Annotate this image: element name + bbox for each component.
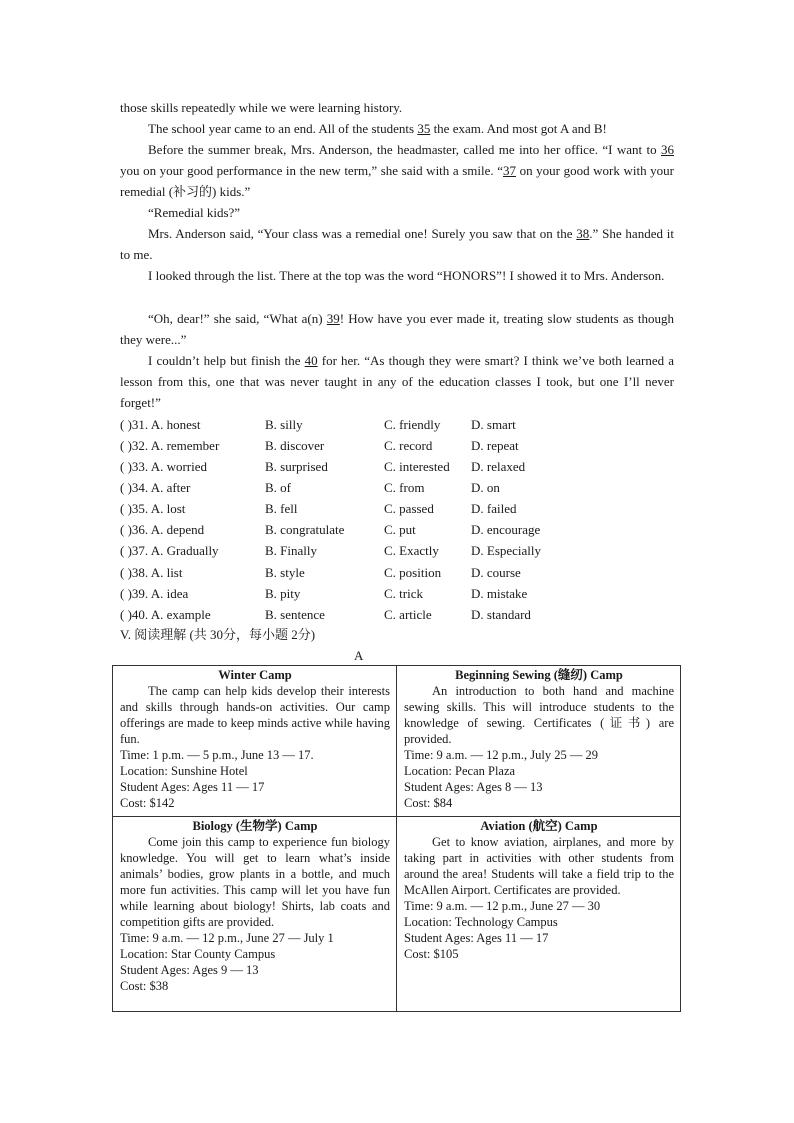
blank-40: 40: [304, 353, 318, 368]
camp-cost: Cost: $142: [120, 796, 175, 810]
camp-cost: Cost: $105: [404, 947, 459, 961]
passage-paragraph: The school year came to an end. All of the students 35 the exam. And most got A and B!: [148, 121, 607, 136]
table-row: [113, 817, 681, 1012]
camp-time: Time: 9 a.m. — 12 p.m., June 27 — 30: [404, 899, 601, 913]
camp-location: Location: Star County Campus: [120, 947, 276, 961]
camp-cell-winter: [113, 666, 397, 817]
camp-time: Time: 9 a.m. — 12 p.m., June 27 — July 1: [120, 931, 334, 945]
camp-description: Get to know aviation, airplanes, and more by taking part in activities with other students from around the area! Students will take a field trip to the McAllen Airport. Certificates are provided.: [404, 835, 674, 897]
camp-description: The camp can help kids develop their interests and skills through hands-on activities. Our camp offerings are made to keep minds active while having fun.: [120, 684, 390, 746]
camp-time: Time: 9 a.m. — 12 p.m., July 25 — 29: [404, 748, 598, 762]
camps-table: [112, 665, 681, 1012]
blank-39: 39: [326, 311, 340, 326]
camp-title: Biology (生物学) Camp: [192, 819, 318, 833]
camp-description: An introduction to both hand and machine sewing skills. This will introduce students to the knowledge of sewing. Certificates (证书) are provided.: [404, 684, 674, 746]
passage-paragraph: “Remedial kids?”: [148, 205, 241, 220]
passage-paragraph: those skills repeatedly while we were learning history.: [120, 100, 403, 115]
blank-38: 38: [576, 226, 590, 241]
camp-cost: Cost: $84: [404, 796, 453, 810]
camp-ages: Student Ages: Ages 9 — 13: [120, 963, 259, 977]
passage-paragraph: Mrs. Anderson said, “Your class was a remedial one! Surely you saw that on the 38.” She handed it to me.: [120, 226, 674, 262]
passage-paragraph: Before the summer break, Mrs. Anderson, the headmaster, called me into her office. “I want to 36 you on your good performance in the new term,” she said with a smile. “37 on your good work with your remedial (补习的) kids.”: [120, 142, 674, 199]
passage-paragraph: I looked through the list. There at the top was the word “HONORS”! I showed it to Mrs. Anderson.: [148, 268, 665, 283]
camp-ages: Student Ages: Ages 11 — 17: [404, 931, 549, 945]
camp-ages: Student Ages: Ages 11 — 17: [120, 780, 265, 794]
camp-ages: Student Ages: Ages 8 — 13: [404, 780, 543, 794]
camp-title: Beginning Sewing (缝纫) Camp: [455, 668, 623, 682]
camp-title: Winter Camp: [218, 668, 292, 682]
camp-cell-aviation: [397, 817, 681, 1012]
camp-location: Location: Technology Campus: [404, 915, 558, 929]
blank-37: 37: [503, 163, 516, 178]
camp-cost: Cost: $38: [120, 979, 169, 993]
camp-location: Location: Sunshine Hotel: [120, 764, 248, 778]
passage-paragraph: “Oh, dear!” she said, “What a(n) 39! How have you ever made it, treating slow students as though they were...”: [120, 311, 674, 347]
camp-cell-biology: [113, 817, 397, 1012]
camp-description: Come join this camp to experience fun biology knowledge. You will get to learn what’s inside animals’ bodies, grow plants in a bottle, and much more fun activities. This camp will let you have fun while learning about biology! Shirts, lab coats and competition gifts are provided.: [120, 835, 390, 929]
blank-36: 36: [661, 142, 674, 157]
section-letter: A: [354, 648, 364, 663]
camp-location: Location: Pecan Plaza: [404, 764, 516, 778]
camp-cell-sewing: [397, 666, 681, 817]
camp-title: Aviation (航空) Camp: [480, 819, 598, 833]
passage-paragraph: I couldn’t help but finish the 40 for her. “As though they were smart? I think we’ve both learned a lesson from this, one that was never taught in any of the education classes I took, but one I’ll never forget!”: [120, 353, 675, 410]
section-title: V. 阅读理解 (共 30分，每小题 2分): [120, 627, 316, 642]
camp-time: Time: 1 p.m. — 5 p.m., June 13 — 17.: [120, 748, 314, 762]
blank-35: 35: [417, 121, 431, 136]
table-row: [113, 666, 681, 817]
